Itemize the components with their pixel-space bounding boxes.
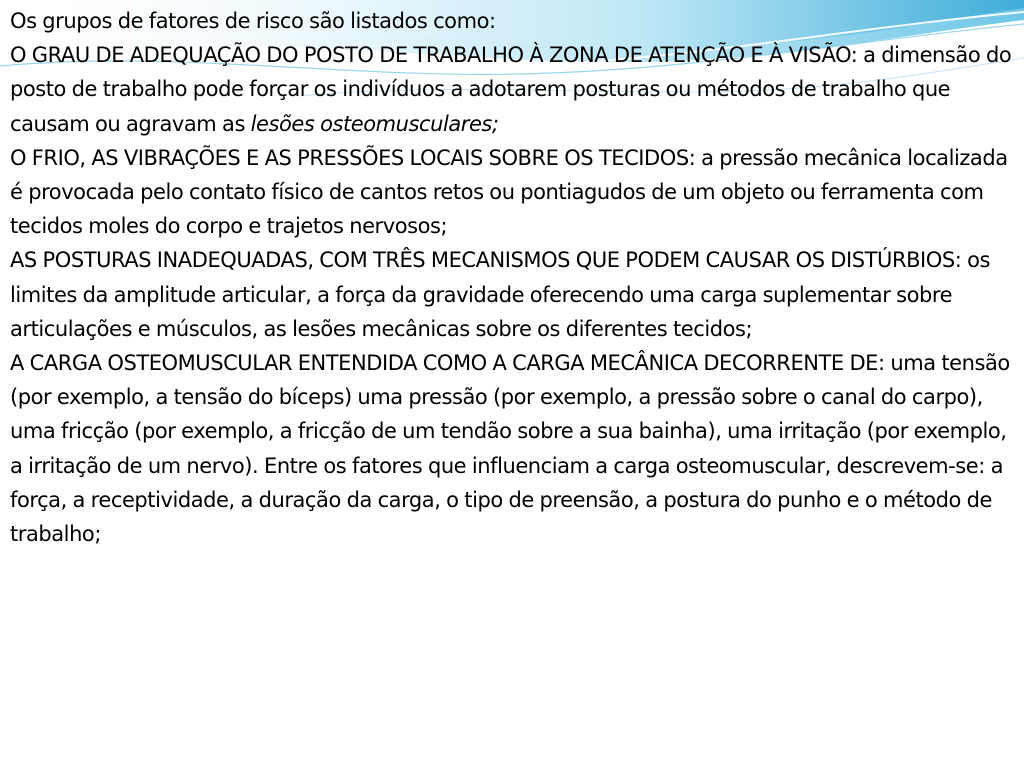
risk-factor-heading: O GRAU DE ADEQUAÇÃO DO POSTO DE TRABALHO À ZONA DE ATENÇÃO E À VISÃO: [10, 43, 858, 68]
risk-factor-frio-vibracoes [10, 141, 1020, 244]
risk-factor-text: os limites da amplitude articular, a força da gravidade oferecendo uma carga suplementar sobre articulações e músculos, as lesões mecânicas sobre os diferentes tecidos; [10, 248, 991, 341]
intro-line: Os grupos de fatores de risco são listados como: [10, 9, 496, 33]
risk-factor-text: a dimensão do posto de trabalho pode forçar os indivíduos a adotarem posturas ou métodos de trabalho que causam ou agravam as [10, 43, 1012, 136]
risk-factor-text: uma tensão (por exemplo, a tensão do bíceps) uma pressão (por exemplo, a pressão sobre o canal do carpo), uma fricção (por exemplo, a fricção de um tendão sobre a sua bainha), uma irritação (por exemplo, a irritação de um nervo). Entre os fatores que influenciam a carga osteomuscular, descrevem-se: a força, a receptividade, a duração da carga, o tipo de preensão, a postura do punho e o método de trabalho; [10, 351, 1010, 547]
risk-factor-posto-trabalho [10, 38, 1020, 141]
risk-factor-posturas [10, 243, 1020, 346]
risk-factor-text: a pressão mecânica localizada é provocada pelo contato físico de cantos retos ou pontiagudos de um objeto ou ferramenta com tecidos moles do corpo e trajetos nervosos; [10, 145, 1008, 239]
risk-factor-carga-osteomuscular [10, 346, 1020, 551]
slide-body [10, 4, 1020, 551]
risk-factor-heading: A CARGA OSTEOMUSCULAR ENTENDIDA COMO A CARGA MECÂNICA DECORRENTE DE: [10, 351, 885, 376]
risk-factor-heading: O FRIO, AS VIBRAÇÕES E AS PRESSÕES LOCAIS SOBRE OS TECIDOS: [10, 145, 696, 170]
risk-factor-emphasis: lesões osteomusculares; [250, 111, 499, 136]
risk-factor-heading: AS POSTURAS INADEQUADAS, COM TRÊS MECANISMOS QUE PODEM CAUSAR OS DISTÚRBIOS: [10, 248, 962, 273]
